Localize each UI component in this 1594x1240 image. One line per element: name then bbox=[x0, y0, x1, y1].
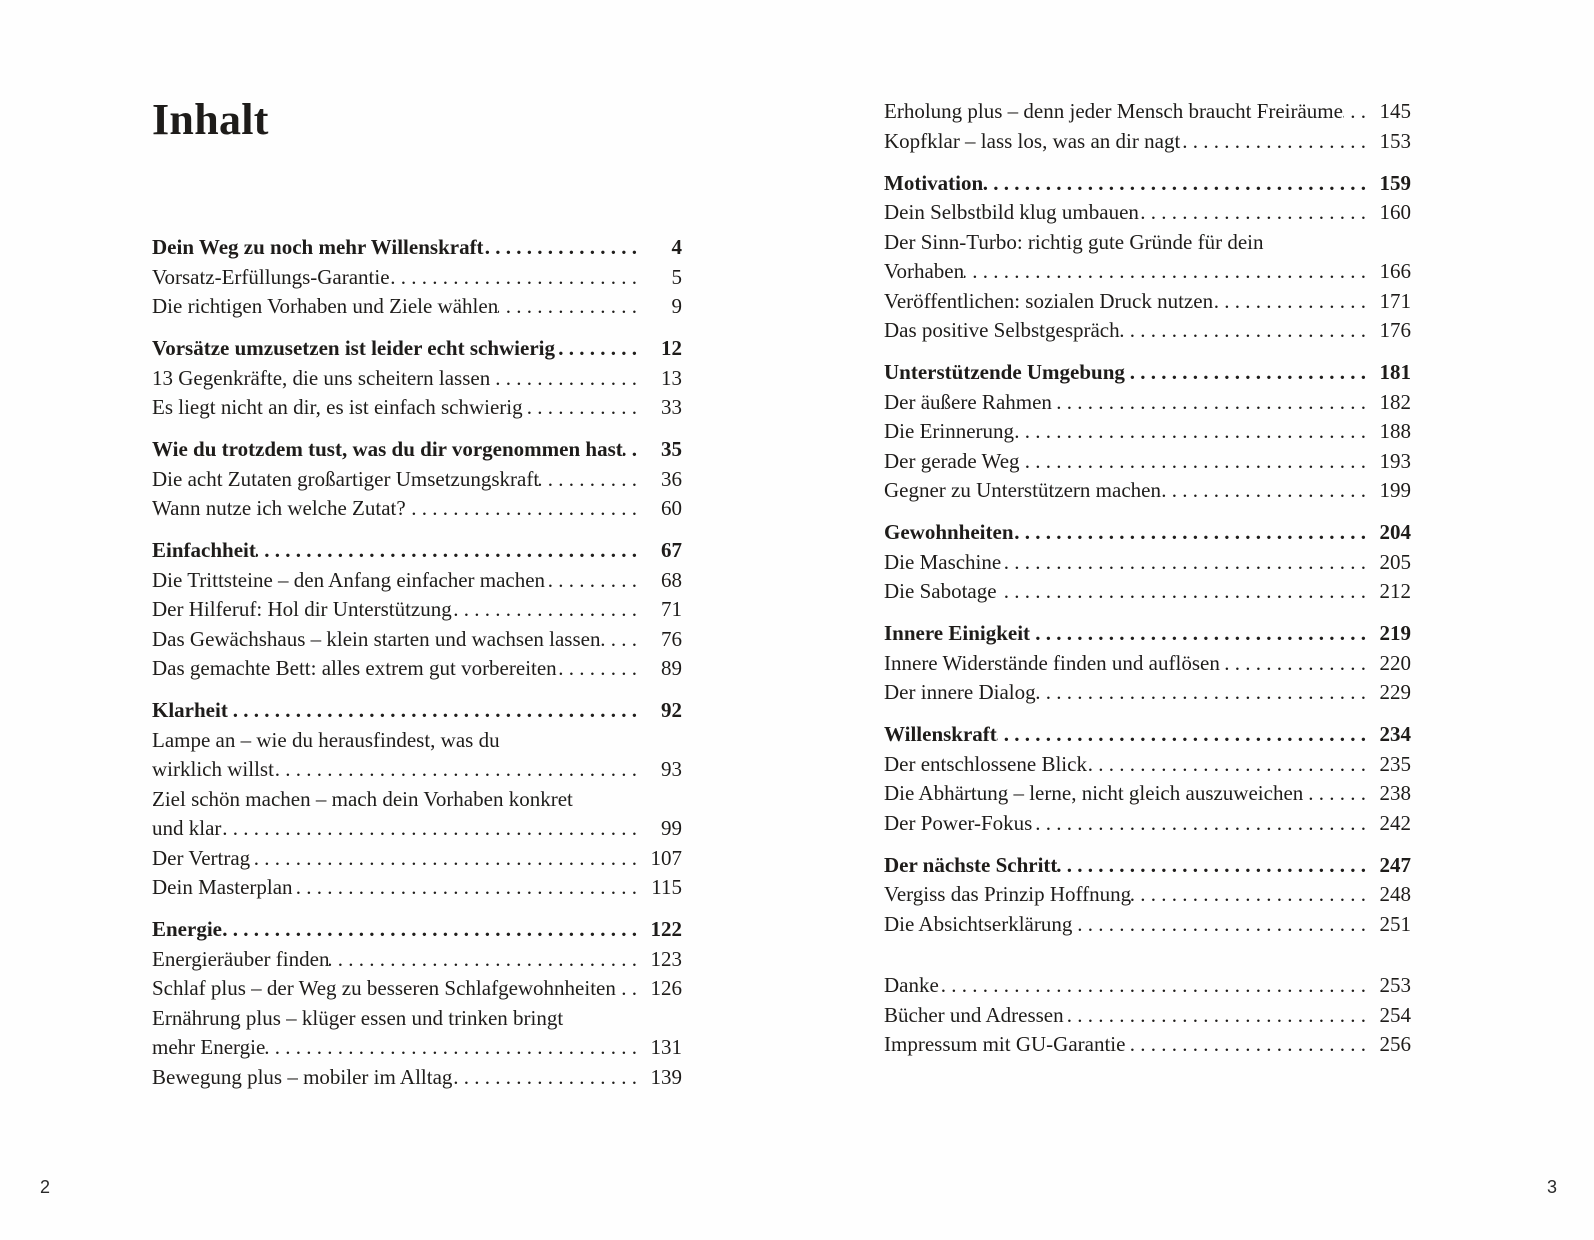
dot-leader bbox=[490, 364, 640, 394]
toc-entry-text: Kopfklar – lass los, was an dir nagt bbox=[884, 128, 1181, 153]
toc-entry-text: Dein Masterplan bbox=[152, 875, 293, 899]
toc-page-number: 254 bbox=[1379, 1002, 1411, 1027]
toc-chapter-entry bbox=[884, 358, 1411, 388]
toc-page-number: 242 bbox=[1379, 810, 1411, 835]
toc-page-number: 219 bbox=[1379, 621, 1411, 645]
toc-entry-text: Impressum mit GU-Garantie bbox=[884, 1032, 1126, 1056]
toc-section bbox=[152, 233, 682, 322]
toc-page-number: 205 bbox=[1379, 549, 1411, 574]
dot-leader bbox=[555, 334, 640, 364]
toc-entry-row bbox=[884, 678, 1411, 708]
page-right bbox=[884, 97, 1411, 1060]
toc-page-number: 126 bbox=[650, 976, 682, 1000]
toc-entry-row bbox=[884, 619, 1411, 649]
toc-page-number: 199 bbox=[1379, 478, 1411, 502]
toc-entry bbox=[152, 873, 682, 903]
toc-entry-row bbox=[152, 625, 682, 655]
toc-entry-row bbox=[152, 393, 682, 423]
toc-entry-text: Dein Selbstbild klug umbauen bbox=[884, 200, 1139, 224]
toc-entry-text: Der innere Dialog bbox=[884, 680, 1036, 704]
toc-entry-text: Das Gewächshaus – klein starten und wachsen lassen bbox=[152, 626, 601, 651]
toc-entry bbox=[884, 880, 1411, 910]
toc-entry bbox=[884, 649, 1411, 679]
toc-entry-row bbox=[884, 127, 1411, 157]
toc-section bbox=[884, 518, 1411, 607]
toc-section bbox=[884, 97, 1411, 156]
toc-entry-text: Der Power-Fokus bbox=[884, 810, 1033, 835]
toc-entry-row bbox=[152, 1063, 682, 1093]
dot-leader bbox=[1032, 809, 1369, 839]
dot-leader bbox=[539, 465, 640, 495]
toc-entry bbox=[152, 625, 682, 655]
toc-page-number: 115 bbox=[651, 875, 682, 899]
toc-chapter-entry bbox=[884, 619, 1411, 649]
toc-entry-text: Schlaf plus – der Weg zu besseren Schlafgewohnheiten bbox=[152, 976, 616, 1000]
dot-leader bbox=[523, 393, 640, 423]
toc-entry bbox=[884, 97, 1411, 127]
toc-entry-text: Die Absichtserklärung bbox=[884, 911, 1073, 936]
toc-entry-row bbox=[884, 750, 1411, 780]
toc-entry-text: Innere Widerstände finden und auflösen bbox=[884, 650, 1220, 675]
toc-entry-row bbox=[884, 1001, 1411, 1031]
toc-chapter-entry bbox=[884, 518, 1411, 548]
toc-entry-row bbox=[152, 364, 682, 394]
toc-right-column bbox=[884, 97, 1411, 1060]
toc-page-number: 247 bbox=[1379, 852, 1411, 877]
dot-leader bbox=[329, 945, 640, 975]
toc-entry-row bbox=[152, 945, 682, 975]
toc-entry bbox=[152, 726, 682, 785]
toc-page-number: 67 bbox=[661, 538, 682, 562]
toc-entry-row bbox=[884, 851, 1411, 881]
toc-entry bbox=[884, 476, 1411, 506]
toc-entry-row bbox=[152, 334, 682, 364]
toc-entry-row bbox=[884, 476, 1411, 506]
toc-section bbox=[884, 358, 1411, 506]
toc-page-number: 176 bbox=[1379, 318, 1411, 342]
toc-entry-text: Willenskraft bbox=[884, 722, 997, 746]
toc-entry-row bbox=[884, 649, 1411, 679]
toc-entry-text: 13 Gegenkräfte, die uns scheitern lassen bbox=[152, 365, 491, 390]
toc-entry-text: Erholung plus – denn jeder Mensch braucht Freiräume bbox=[884, 99, 1343, 123]
toc-page-number: 71 bbox=[661, 597, 682, 621]
toc-page-number: 253 bbox=[1379, 973, 1411, 997]
toc-entry-text: Vorsätze umzusetzen ist leider echt schwierig bbox=[152, 336, 555, 360]
toc-entry-row bbox=[152, 814, 682, 844]
toc-entry-text: Der äußere Rahmen bbox=[884, 389, 1052, 414]
toc-entry bbox=[884, 1001, 1411, 1031]
dot-leader bbox=[1001, 548, 1369, 578]
dot-leader bbox=[452, 595, 640, 625]
toc-entry-row bbox=[884, 316, 1411, 346]
toc-entry-text: Die Maschine bbox=[884, 549, 1002, 574]
toc-entry bbox=[152, 292, 682, 322]
toc-chapter-entry bbox=[152, 334, 682, 364]
toc-entry bbox=[884, 287, 1411, 317]
toc-entry-text: Gewohnheiten bbox=[884, 520, 1014, 544]
toc-entry-text: Bücher und Adressen bbox=[884, 1002, 1064, 1027]
toc-entry-text: Der Hilferuf: Hol dir Unterstützung bbox=[152, 597, 452, 621]
toc-left-column bbox=[152, 233, 682, 1092]
toc-entry-text: Vorhaben bbox=[884, 259, 965, 283]
toc-entry bbox=[884, 577, 1411, 607]
toc-page-number: 193 bbox=[1379, 448, 1411, 473]
toc-entry-text: Das positive Selbstgespräch bbox=[884, 318, 1120, 342]
toc-entry-row bbox=[152, 595, 682, 625]
folio-right-page-number: 3 bbox=[1546, 1177, 1557, 1197]
toc-entry-text-wrapped: Ernährung plus – klüger essen und trinken bringt bbox=[152, 1005, 564, 1030]
dot-leader bbox=[983, 169, 1369, 199]
dot-leader bbox=[222, 915, 640, 945]
toc-entry bbox=[152, 494, 682, 524]
toc-section bbox=[152, 435, 682, 524]
dot-leader bbox=[250, 844, 640, 874]
toc-page-number: 235 bbox=[1379, 751, 1411, 776]
toc-entry-row bbox=[884, 169, 1411, 199]
dot-leader bbox=[997, 720, 1369, 750]
toc-entry-text: Der Vertrag bbox=[152, 845, 251, 870]
toc-entry bbox=[884, 548, 1411, 578]
toc-page-number: 122 bbox=[650, 917, 682, 941]
toc-page-number: 60 bbox=[661, 496, 682, 520]
toc-entry-row bbox=[152, 974, 682, 1004]
toc-page-number: 89 bbox=[661, 656, 682, 680]
toc-entry bbox=[884, 809, 1411, 839]
toc-chapter-entry bbox=[152, 233, 682, 263]
toc-chapter-entry bbox=[152, 915, 682, 945]
dot-leader bbox=[1125, 358, 1369, 388]
toc-entry-row bbox=[152, 844, 682, 874]
toc-entry bbox=[152, 595, 682, 625]
toc-page-number: 76 bbox=[661, 626, 682, 651]
toc-entry bbox=[884, 417, 1411, 447]
toc-section bbox=[884, 851, 1411, 940]
toc-entry-row bbox=[884, 388, 1411, 418]
toc-page-number: 9 bbox=[671, 294, 682, 318]
dot-leader bbox=[1139, 198, 1369, 228]
toc-page-number: 68 bbox=[661, 567, 682, 592]
toc-entry-text: Vergiss das Prinzip Hoffnung bbox=[884, 882, 1132, 906]
toc-page-number: 181 bbox=[1379, 360, 1411, 384]
toc-chapter-entry bbox=[884, 851, 1411, 881]
toc-entry bbox=[884, 447, 1411, 477]
dot-leader bbox=[256, 536, 640, 566]
toc-entry-row bbox=[884, 198, 1411, 228]
toc-entry bbox=[152, 364, 682, 394]
dot-leader bbox=[1213, 287, 1369, 317]
dot-leader bbox=[390, 263, 640, 293]
toc-page-number: 35 bbox=[661, 437, 682, 461]
toc-entry bbox=[884, 779, 1411, 809]
toc-page-number: 99 bbox=[661, 816, 682, 840]
dot-leader bbox=[623, 435, 640, 465]
toc-chapter-entry bbox=[152, 536, 682, 566]
toc-section bbox=[884, 720, 1411, 838]
dot-leader bbox=[1072, 910, 1369, 940]
toc-entry-text: Veröffentlichen: sozialen Druck nutzen bbox=[884, 288, 1214, 313]
toc-page-number: 204 bbox=[1379, 520, 1411, 544]
toc-entry-text: und klar bbox=[152, 816, 222, 840]
dot-leader bbox=[1036, 678, 1369, 708]
toc-page-number: 4 bbox=[671, 235, 682, 259]
toc-entry-text: wirklich willst bbox=[152, 757, 274, 781]
toc-page-number: 153 bbox=[1379, 128, 1411, 153]
toc-entry bbox=[884, 316, 1411, 346]
dot-leader bbox=[1161, 476, 1369, 506]
dot-leader bbox=[221, 814, 640, 844]
toc-page-number: 93 bbox=[661, 757, 682, 781]
toc-entry bbox=[152, 844, 682, 874]
toc-page-number: 248 bbox=[1379, 882, 1411, 906]
dot-leader bbox=[1014, 518, 1369, 548]
toc-page-number: 33 bbox=[661, 395, 682, 419]
toc-chapter-entry bbox=[884, 169, 1411, 199]
toc-entry-text: Danke bbox=[884, 973, 939, 997]
toc-entry-row bbox=[152, 654, 682, 684]
dot-leader bbox=[484, 233, 640, 263]
toc-entry-row bbox=[152, 1033, 682, 1063]
toc-entry-text: Dein Weg zu noch mehr Willenskraft bbox=[152, 235, 484, 259]
toc-page-number: 256 bbox=[1379, 1032, 1411, 1056]
toc-section bbox=[152, 915, 682, 1092]
toc-entry-text: Es liegt nicht an dir, es ist einfach schwierig bbox=[152, 395, 523, 419]
toc-entry-row bbox=[152, 292, 682, 322]
toc-entry-text: mehr Energie bbox=[152, 1035, 266, 1059]
toc-page-number: 234 bbox=[1379, 722, 1411, 746]
toc-entry-text: Klarheit bbox=[152, 698, 228, 722]
toc-entry-text: Die Sabotage bbox=[884, 579, 997, 603]
dot-leader bbox=[616, 974, 640, 1004]
toc-entry-text: Bewegung plus – mobiler im Alltag bbox=[152, 1064, 453, 1089]
dot-leader bbox=[545, 566, 640, 596]
toc-entry bbox=[884, 971, 1411, 1001]
toc-entry-row bbox=[152, 263, 682, 293]
toc-page-number: 171 bbox=[1379, 288, 1411, 313]
toc-page-number: 182 bbox=[1379, 389, 1411, 414]
toc-page-number: 220 bbox=[1379, 650, 1411, 675]
toc-entry-row bbox=[884, 518, 1411, 548]
toc-entry-row bbox=[884, 809, 1411, 839]
toc-entry bbox=[152, 654, 682, 684]
toc-entry-row bbox=[152, 566, 682, 596]
toc-section bbox=[884, 619, 1411, 708]
toc-entry-text: Der gerade Weg bbox=[884, 448, 1020, 473]
dot-leader bbox=[274, 755, 640, 785]
dot-leader bbox=[1087, 750, 1369, 780]
dot-leader bbox=[1052, 388, 1369, 418]
dot-leader bbox=[557, 654, 640, 684]
toc-entry-text: Unterstützende Umgebung bbox=[884, 360, 1125, 384]
toc-entry-row bbox=[884, 548, 1411, 578]
dot-leader bbox=[406, 494, 640, 524]
toc-entry bbox=[884, 750, 1411, 780]
toc-entry-row bbox=[152, 435, 682, 465]
dot-leader bbox=[1030, 619, 1369, 649]
toc-page-number: 92 bbox=[661, 698, 682, 722]
toc-entry-row bbox=[884, 287, 1411, 317]
toc-entry bbox=[152, 465, 682, 495]
toc-entry-row bbox=[152, 873, 682, 903]
toc-entry-text: Motivation bbox=[884, 170, 984, 195]
toc-entry-text: Die richtigen Vorhaben und Ziele wählen bbox=[152, 294, 499, 318]
toc-entry bbox=[152, 974, 682, 1004]
dot-leader bbox=[265, 1033, 640, 1063]
dot-leader bbox=[939, 971, 1369, 1001]
toc-page-number: 166 bbox=[1379, 259, 1411, 283]
dot-leader bbox=[1014, 417, 1369, 447]
dot-leader bbox=[1064, 1001, 1369, 1031]
toc-entry bbox=[152, 566, 682, 596]
dot-leader bbox=[228, 696, 640, 726]
folio-left-page-number: 2 bbox=[40, 1177, 51, 1197]
toc-entry-text: Innere Einigkeit bbox=[884, 621, 1031, 645]
toc-entry-text: Die Erinnerung bbox=[884, 419, 1015, 443]
toc-entry-text: Die Abhärtung – lerne, nicht gleich auszuweichen bbox=[884, 781, 1304, 805]
dot-leader bbox=[498, 292, 640, 322]
dot-leader bbox=[1020, 447, 1369, 477]
dot-leader bbox=[600, 625, 640, 655]
toc-entry-text-wrapped: Lampe an – wie du herausfindest, was du bbox=[152, 727, 500, 752]
toc-page-number: 13 bbox=[661, 365, 682, 390]
toc-entry-text: Der entschlossene Blick bbox=[884, 751, 1087, 776]
dot-leader bbox=[1057, 851, 1369, 881]
toc-page-number: 131 bbox=[650, 1035, 682, 1059]
toc-entry-row bbox=[884, 257, 1411, 287]
toc-page-number: 5 bbox=[671, 264, 682, 289]
toc-entry-row bbox=[884, 577, 1411, 607]
toc-entry-row bbox=[152, 755, 682, 785]
toc-page-number: 238 bbox=[1379, 781, 1411, 805]
toc-entry bbox=[152, 1004, 682, 1063]
toc-chapter-entry bbox=[884, 720, 1411, 750]
toc-entry-row bbox=[152, 494, 682, 524]
toc-page-number: 160 bbox=[1379, 200, 1411, 224]
toc-entry-row bbox=[884, 720, 1411, 750]
toc-page-number: 36 bbox=[661, 466, 682, 491]
toc-entry-text: Energieräuber finden bbox=[152, 946, 330, 971]
toc-entry bbox=[884, 198, 1411, 228]
toc-page-number: 159 bbox=[1379, 170, 1411, 195]
toc-entry-text: Die Trittsteine – den Anfang einfacher machen bbox=[152, 567, 546, 592]
toc-entry-row bbox=[152, 536, 682, 566]
toc-entry-row bbox=[884, 880, 1411, 910]
toc-entry-text: Einfachheit bbox=[152, 538, 256, 562]
toc-page-number: 123 bbox=[650, 946, 682, 971]
toc-entry-text: Die acht Zutaten großartiger Umsetzungskraft bbox=[152, 466, 540, 491]
toc-chapter-entry bbox=[152, 435, 682, 465]
toc-entry-text: Das gemachte Bett: alles extrem gut vorbereiten bbox=[152, 656, 557, 680]
toc-entry-text: Wie du trotzdem tust, was du dir vorgenommen hast bbox=[152, 437, 623, 461]
dot-leader bbox=[1125, 1030, 1369, 1060]
toc-entry-text-wrapped: Der Sinn-Turbo: richtig gute Gründe für dein bbox=[884, 229, 1264, 254]
toc-entry-row bbox=[884, 447, 1411, 477]
dot-leader bbox=[1131, 880, 1369, 910]
toc-entry bbox=[884, 678, 1411, 708]
toc-entry-text-wrapped: Ziel schön machen – mach dein Vorhaben konkret bbox=[152, 786, 573, 811]
toc-entry bbox=[884, 127, 1411, 157]
dot-leader bbox=[1180, 127, 1369, 157]
toc-chapter-entry bbox=[152, 696, 682, 726]
dot-leader bbox=[997, 577, 1369, 607]
toc-entry-text: Vorsatz-Erfüllungs-Garantie bbox=[152, 264, 390, 289]
toc-section bbox=[152, 536, 682, 684]
dot-leader bbox=[293, 873, 640, 903]
toc-entry-text: Wann nutze ich welche Zutat? bbox=[152, 496, 406, 520]
toc-section bbox=[152, 696, 682, 903]
toc-entry bbox=[152, 945, 682, 975]
toc-page-number: 145 bbox=[1379, 99, 1411, 123]
toc-entry-row bbox=[884, 417, 1411, 447]
page-left bbox=[152, 96, 682, 1092]
toc-section bbox=[884, 169, 1411, 346]
toc-entry bbox=[152, 393, 682, 423]
toc-entry-row bbox=[884, 358, 1411, 388]
toc-page-number: 229 bbox=[1379, 680, 1411, 704]
page-title: Inhalt bbox=[152, 95, 269, 144]
toc-page-number: 188 bbox=[1379, 419, 1411, 443]
toc-entry-text: Energie bbox=[152, 917, 222, 941]
toc-entry-row bbox=[152, 915, 682, 945]
toc-entry-row bbox=[884, 910, 1411, 940]
dot-leader bbox=[1343, 97, 1369, 127]
toc-page-number: 107 bbox=[650, 845, 682, 870]
dot-leader bbox=[1220, 649, 1369, 679]
toc-page-number: 251 bbox=[1379, 911, 1411, 936]
dot-leader bbox=[1120, 316, 1369, 346]
toc-page-number: 12 bbox=[661, 336, 682, 360]
toc-entry-row bbox=[152, 696, 682, 726]
toc-entry-row bbox=[884, 97, 1411, 127]
toc-entry bbox=[884, 1030, 1411, 1060]
toc-entry bbox=[152, 1063, 682, 1093]
toc-entry bbox=[884, 228, 1411, 287]
dot-leader bbox=[452, 1063, 640, 1093]
toc-page-number: 139 bbox=[650, 1064, 682, 1089]
toc-entry-text: Der nächste Schritt bbox=[884, 852, 1058, 877]
toc-entry-row bbox=[884, 779, 1411, 809]
toc-entry-row bbox=[884, 971, 1411, 1001]
dot-leader bbox=[964, 257, 1369, 287]
toc-entry-text: Gegner zu Unterstützern machen bbox=[884, 478, 1161, 502]
toc-entry bbox=[884, 910, 1411, 940]
toc-section bbox=[152, 334, 682, 423]
toc-entry-row bbox=[884, 1030, 1411, 1060]
toc-entry bbox=[152, 263, 682, 293]
toc-entry-row bbox=[152, 465, 682, 495]
toc-section bbox=[884, 971, 1411, 1060]
dot-leader bbox=[1303, 779, 1369, 809]
toc-entry bbox=[152, 785, 682, 844]
toc-entry bbox=[884, 388, 1411, 418]
toc-page-number: 212 bbox=[1379, 579, 1411, 603]
toc-entry-row bbox=[152, 233, 682, 263]
